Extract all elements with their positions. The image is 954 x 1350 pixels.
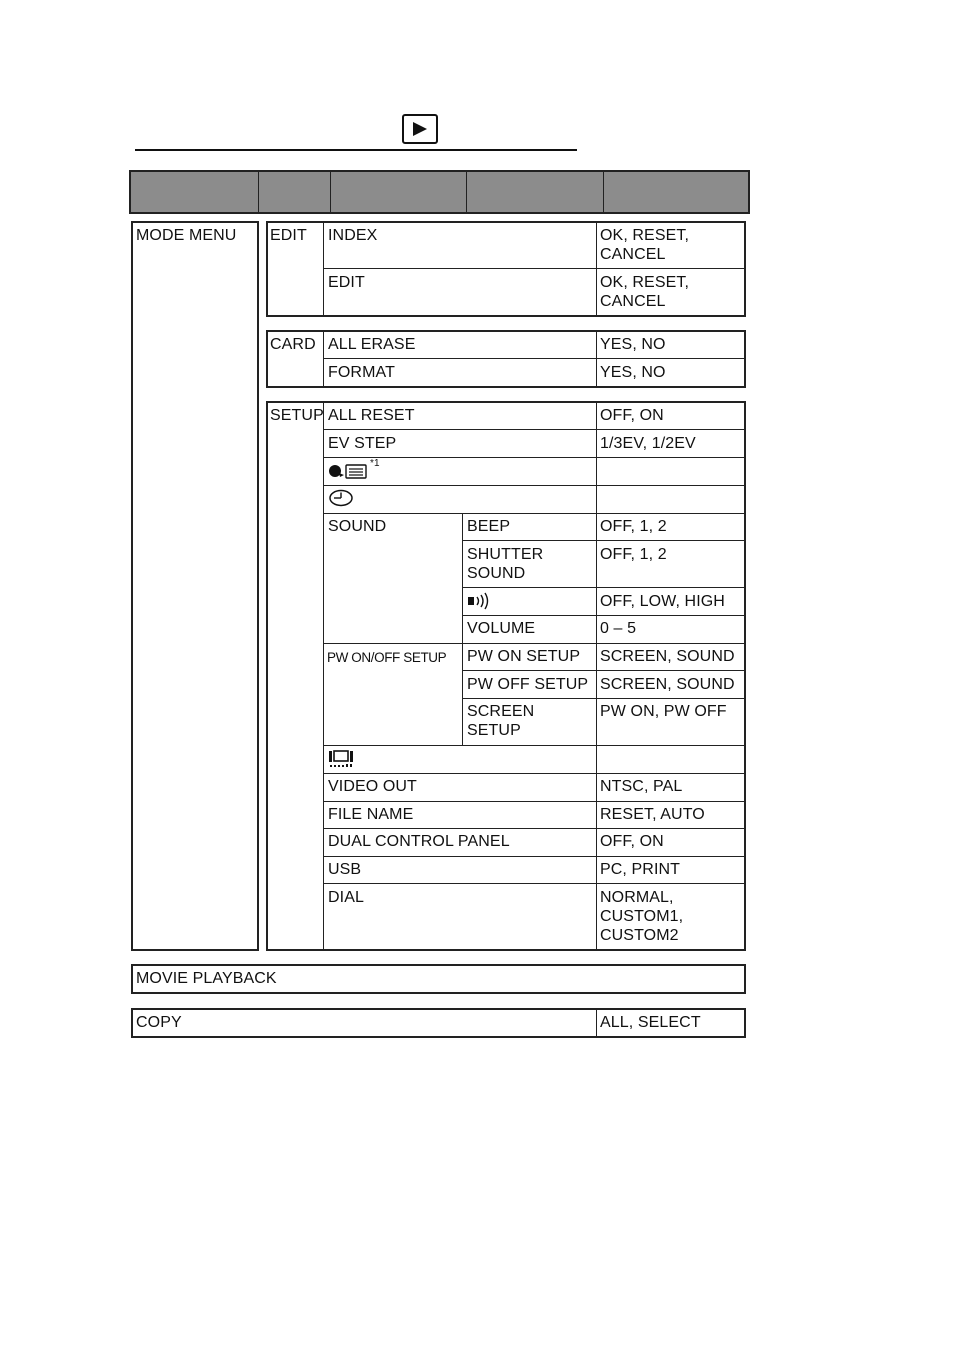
pw-off-setup-item: PW OFF SETUP: [467, 676, 589, 693]
movie-playback-label: MOVIE PLAYBACK: [136, 970, 277, 987]
ev-step-options: 1/3EV, 1/2EV: [600, 435, 696, 452]
beep-item: BEEP: [467, 518, 511, 535]
playback-mode-icon: [402, 114, 438, 144]
dual-control-panel-item: DUAL CONTROL PANEL: [328, 833, 510, 850]
title-underline: [135, 149, 577, 151]
speaker-options: OFF, LOW, HIGH: [600, 593, 725, 610]
copy-options: ALL, SELECT: [600, 1014, 701, 1031]
dial-options: NORMAL, CUSTOM1, CUSTOM2: [600, 889, 684, 944]
edit-options: OK, RESET, CANCEL: [600, 274, 690, 310]
shutter-sound-item: SHUTTER SOUND: [467, 546, 544, 582]
monitor-brightness-icon: [328, 749, 356, 769]
table-header-bar: [129, 170, 750, 214]
format-item: FORMAT: [328, 364, 395, 381]
clock-icon: [328, 489, 354, 507]
mode-menu-column: [131, 221, 259, 951]
pw-on-setup-item: PW ON SETUP: [467, 648, 581, 665]
file-name-options: RESET, AUTO: [600, 806, 705, 823]
pw-on-setup-options: SCREEN, SOUND: [600, 648, 735, 665]
ev-step-item: EV STEP: [328, 435, 397, 452]
all-erase-options: YES, NO: [600, 336, 666, 353]
pw-off-setup-options: SCREEN, SOUND: [600, 676, 735, 693]
language-icon: [328, 461, 372, 481]
edit-group-label: EDIT: [270, 227, 307, 244]
mode-menu-label: MODE MENU: [136, 227, 237, 244]
language-footnote: *1: [370, 458, 380, 469]
index-item: INDEX: [328, 227, 378, 244]
dial-item: DIAL: [328, 889, 364, 906]
beep-options: OFF, 1, 2: [600, 518, 667, 535]
speaker-icon: [467, 592, 493, 610]
all-reset-item: ALL RESET: [328, 407, 415, 424]
card-group-label: CARD: [270, 336, 316, 353]
setup-group-label: SETUP: [270, 407, 324, 424]
usb-item: USB: [328, 861, 362, 878]
all-reset-options: OFF, ON: [600, 407, 664, 424]
volume-item: VOLUME: [467, 620, 536, 637]
usb-options: PC, PRINT: [600, 861, 681, 878]
sound-label: SOUND: [328, 518, 387, 535]
video-out-item: VIDEO OUT: [328, 778, 417, 795]
pw-setup-label: PW ON/OFF SETUP: [327, 650, 447, 665]
file-name-item: FILE NAME: [328, 806, 414, 823]
dual-control-panel-options: OFF, ON: [600, 833, 664, 850]
index-options: OK, RESET, CANCEL: [600, 227, 690, 263]
screen-setup-item: SCREEN SETUP: [467, 703, 535, 739]
all-erase-item: ALL ERASE: [328, 336, 416, 353]
copy-label: COPY: [136, 1014, 182, 1031]
volume-options: 0 – 5: [600, 620, 637, 637]
screen-setup-options: PW ON, PW OFF: [600, 703, 727, 720]
shutter-sound-options: OFF, 1, 2: [600, 546, 667, 563]
video-out-options: NTSC, PAL: [600, 778, 683, 795]
edit-item: EDIT: [328, 274, 365, 291]
format-options: YES, NO: [600, 364, 666, 381]
